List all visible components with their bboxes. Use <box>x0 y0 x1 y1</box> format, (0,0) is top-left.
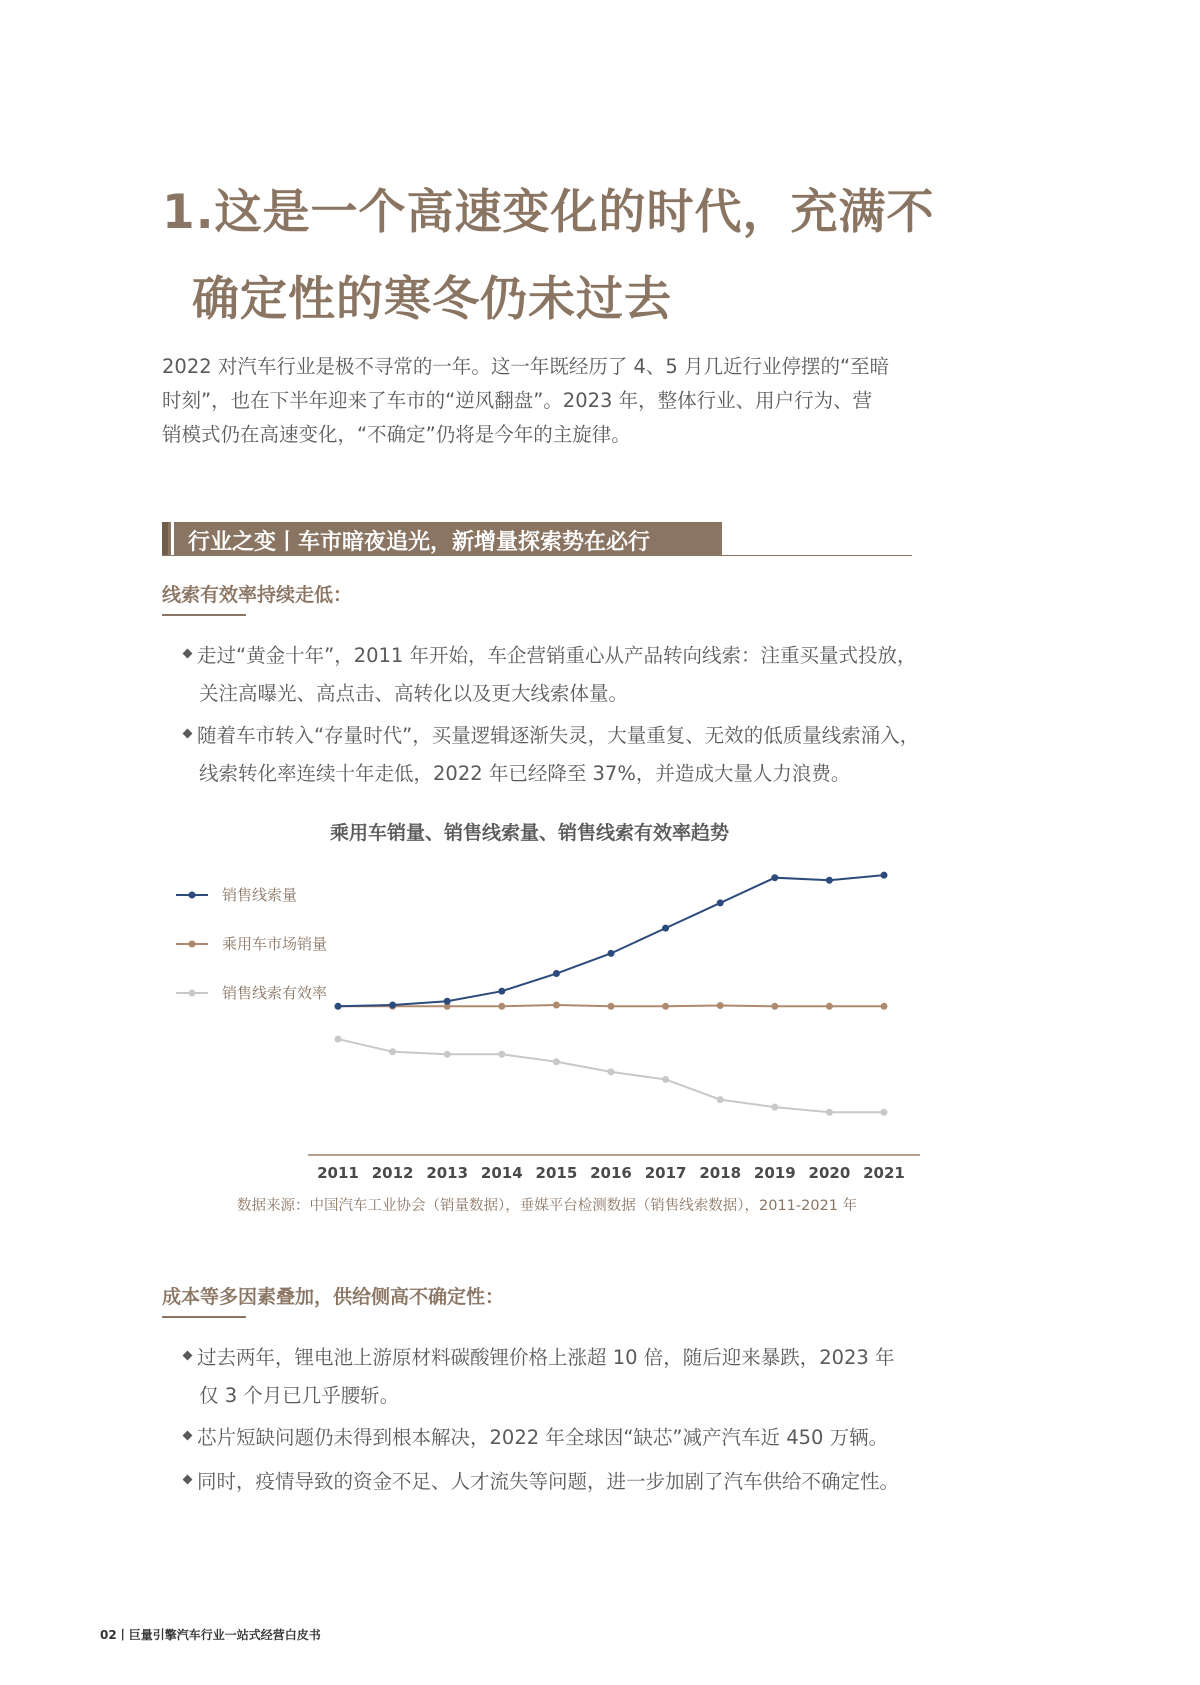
data-point <box>553 1002 560 1009</box>
legend-marker <box>189 941 196 948</box>
data-point <box>826 1003 833 1010</box>
data-point <box>881 1109 888 1116</box>
data-point <box>771 1003 778 1010</box>
bullet-text: 过去两年，锂电池上游原材料碳酸锂价格上涨超 10 倍，随后迎来暴跌，2023 年 <box>197 1346 895 1369</box>
bullet-text: 芯片短缺问题仍未得到根本解决，2022 年全球因“缺芯”减产汽车近 450 万辆。 <box>197 1426 889 1449</box>
data-point <box>717 1096 724 1103</box>
data-point <box>553 1058 560 1065</box>
data-point <box>335 1003 342 1010</box>
bullet-text: 关注高曝光、高点击、高转化以及更大线索体量。 <box>199 682 629 705</box>
page-title-line1: 1.这是一个高速变化的时代，充满不 <box>162 185 935 240</box>
data-point <box>771 874 778 881</box>
bullet-text: 走过“黄金十年”，2011 年开始，车企营销重心从产品转向线索：注重买量式投放， <box>197 644 917 667</box>
data-point <box>498 988 505 995</box>
bullet-icon <box>183 1475 193 1485</box>
data-point <box>771 1104 778 1111</box>
data-point <box>553 970 560 977</box>
data-point <box>608 1003 615 1010</box>
list-item <box>184 637 924 713</box>
data-point <box>881 872 888 879</box>
bullet-icon <box>183 1351 193 1361</box>
bullet-text: 仅 3 个月已几乎腰斩。 <box>199 1384 400 1407</box>
data-point <box>608 950 615 957</box>
x-tick-label: 2020 <box>808 1164 851 1182</box>
section-tag <box>162 522 722 555</box>
data-point <box>717 899 724 906</box>
data-point <box>826 877 833 884</box>
x-tick-label: 2016 <box>590 1164 632 1182</box>
intro-paragraph <box>162 350 922 452</box>
section-label: 行业之变丨车市暗夜追光，新增量探索势在必行 <box>188 530 651 555</box>
bullet-text: 线索转化率连续十年走低，2022 年已经降至 37%，并造成大量人力浪费。 <box>199 762 851 785</box>
bullet-text: 同时，疫情导致的资金不足、人才流失等问题，进一步加剧了汽车供给不确定性。 <box>197 1470 900 1493</box>
data-point <box>662 1003 669 1010</box>
data-point <box>444 998 451 1005</box>
data-point <box>826 1109 833 1116</box>
list-item <box>184 1463 924 1501</box>
chart-title: 乘用车销量、销售线索量、销售线索有效率趋势 <box>330 822 730 844</box>
subheading-underline <box>162 1316 246 1318</box>
subheading-underline <box>162 614 246 616</box>
page-footer: 02丨巨量引擎汽车行业一站式经营白皮书 <box>100 1628 321 1642</box>
x-tick-label: 2015 <box>535 1164 578 1182</box>
x-tick-label: 2019 <box>753 1164 796 1182</box>
data-point <box>389 1002 396 1009</box>
subheading-leads: 线索有效率持续走低： <box>162 584 353 606</box>
legend-marker <box>189 990 196 997</box>
data-point <box>444 1051 451 1058</box>
data-point <box>498 1051 505 1058</box>
subheading-supply: 成本等多因素叠加，供给侧高不确定性： <box>162 1286 505 1308</box>
x-tick-label: 2017 <box>644 1164 687 1182</box>
data-point <box>662 1076 669 1083</box>
legend-label: 乘用车市场销量 <box>222 935 328 953</box>
list-item <box>184 1339 924 1415</box>
x-tick-label: 2014 <box>480 1164 523 1182</box>
data-point <box>717 1002 724 1009</box>
legend-marker <box>189 892 196 899</box>
data-point <box>881 1003 888 1010</box>
intro-line: 2022 对汽车行业是极不寻常的一年。这一年既经历了 4、5 月几近行业停摆的“至暗 <box>162 355 890 378</box>
data-point <box>662 925 669 932</box>
intro-line: 销模式仍在高速变化，“不确定”仍将是今年的主旋律。 <box>162 423 631 446</box>
legend-label: 销售线索量 <box>222 886 298 904</box>
section-header <box>162 522 912 556</box>
series-line <box>338 875 884 1006</box>
x-tick-label: 2011 <box>317 1164 359 1182</box>
x-tick-label: 2021 <box>863 1164 905 1182</box>
data-point <box>389 1048 396 1055</box>
line-chart <box>160 855 930 1185</box>
intro-line: 时刻”，也在下半年迎来了车市的“逆风翻盘”。2023 年，整体行业、用户行为、营 <box>162 389 873 412</box>
x-tick-label: 2013 <box>426 1164 469 1182</box>
page-title-line2: 确定性的寒冬仍未过去 <box>192 272 672 327</box>
list-item <box>184 717 924 793</box>
series-line <box>338 1039 884 1112</box>
data-point <box>335 1036 342 1043</box>
x-tick-label: 2012 <box>371 1164 414 1182</box>
bullet-icon <box>183 729 193 739</box>
list-item <box>184 1419 924 1457</box>
bullet-icon <box>183 1431 193 1441</box>
legend-label: 销售线索有效率 <box>222 984 328 1002</box>
chart-source: 数据来源：中国汽车工业协会（销量数据），垂媒平台检测数据（销售线索数据），2011-2021 年 <box>237 1198 858 1214</box>
bullet-icon <box>183 649 193 659</box>
bullet-text: 随着车市转入“存量时代”，买量逻辑逐渐失灵，大量重复、无效的低质量线索涌入， <box>197 724 920 747</box>
section-tag-accent <box>162 522 168 555</box>
section-tag-divider <box>171 522 174 555</box>
x-tick-label: 2018 <box>699 1164 742 1182</box>
data-point <box>608 1068 615 1075</box>
data-point <box>498 1003 505 1010</box>
